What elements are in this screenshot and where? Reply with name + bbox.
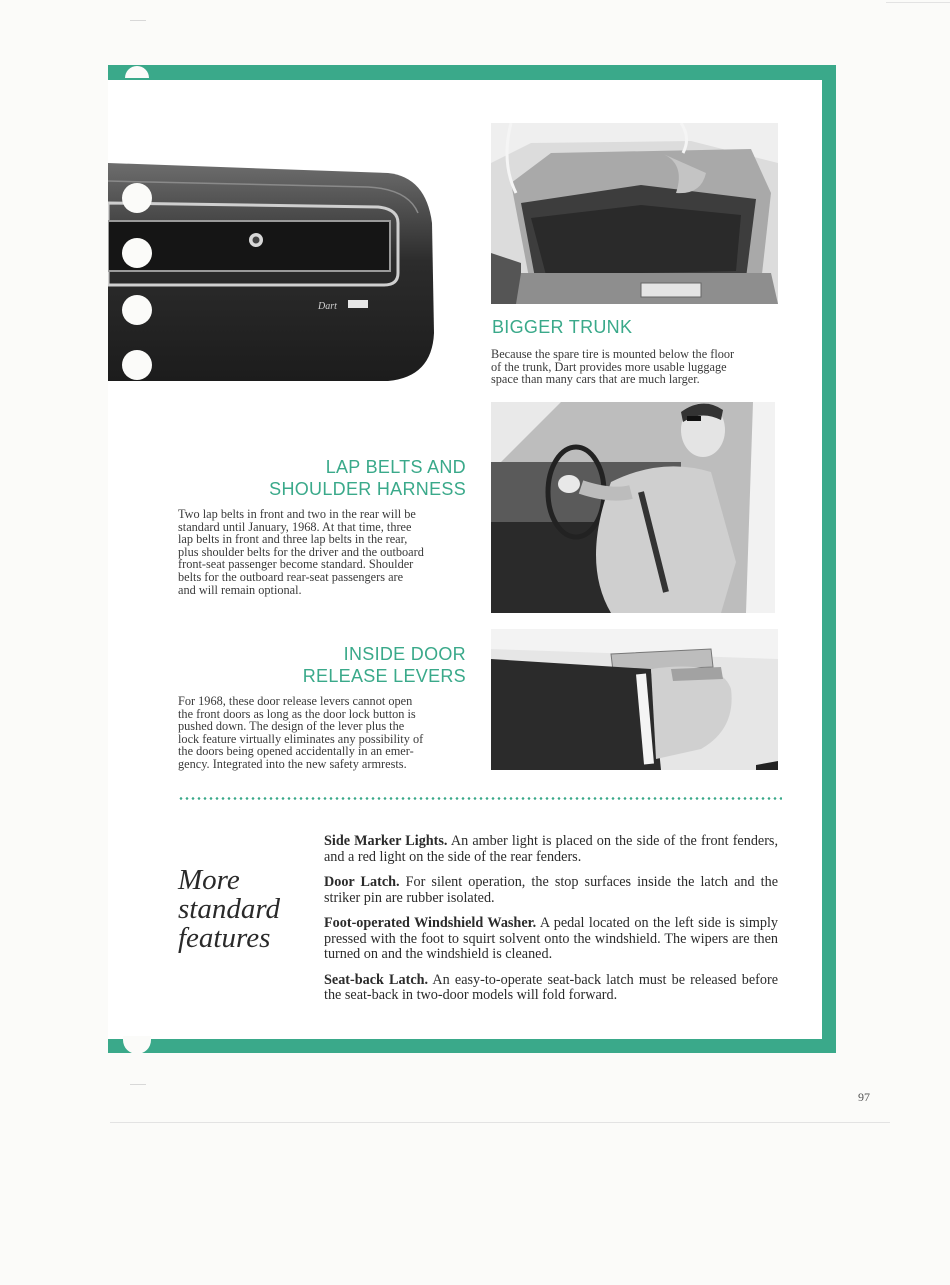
feature-title: Seat-back Latch. (324, 971, 429, 988)
trunk-description (491, 348, 778, 386)
dart-badge: Dart (318, 301, 337, 312)
binder-hole (122, 238, 152, 268)
door-line: gency. Integrated into the new safety armrests. (178, 756, 407, 771)
binder-hole (122, 183, 152, 213)
page-number: 97 (858, 1090, 870, 1104)
belts-heading-line: LAP BELTS AND (325, 457, 466, 477)
feature-title: Door Latch. (324, 874, 400, 890)
trunk-illustration (491, 123, 778, 304)
feature-text: An easy-to-operate seat-back latch must be released before the seat-back in two-door models will fold forward. (324, 971, 778, 1003)
feature-text: A pedal located on the left side is simply pressed with the foot to squirt solvent onto the windshield. The wipers are then turned on and the windshield is cleaned. (324, 915, 778, 962)
feature-item (324, 973, 778, 1004)
more-title-line: features (178, 922, 271, 954)
binder-hole (122, 295, 152, 325)
door-heading (178, 643, 466, 687)
feature-item (324, 834, 778, 865)
belts-line: lap belts in front and three lap belts in the rear, (178, 532, 408, 547)
feature-item (324, 916, 778, 963)
feature-text: For silent operation, the stop surfaces inside the latch and the striker pin are rubber isolated. (324, 874, 778, 906)
feature-text: An amber light is placed on the side of the front fenders, and a red light on the side of the rear fenders. (324, 833, 779, 865)
scan-rule-top (886, 2, 950, 3)
door-line: the doors being opened accidentally in an emer- (178, 744, 414, 759)
door-lever-photo (491, 629, 778, 770)
trunk-line: Because the spare tire is mounted below the floor (491, 347, 735, 361)
binder-hole (122, 350, 152, 380)
more-title-line: standard (178, 893, 281, 925)
door-line: For 1968, these door release levers cannot open (178, 694, 413, 708)
belts-line: standard until January, 1968. At that time, three (178, 519, 412, 534)
feature-title: Side Marker Lights. (324, 833, 448, 849)
door-line: pushed down. The design of the lever plus the (178, 719, 405, 734)
trunk-line: of the trunk, Dart provides more usable luggage (491, 359, 727, 374)
trunk-photo (491, 123, 778, 304)
feature-item (324, 875, 778, 906)
belts-heading-line: SHOULDER HARNESS (269, 479, 466, 499)
trunk-line: space than many cars that are much larger. (491, 372, 700, 387)
binder-tick (130, 1084, 146, 1085)
driver-illustration (491, 402, 775, 613)
features-list (324, 834, 778, 1014)
belts-description (178, 508, 466, 596)
dotted-divider (178, 797, 782, 800)
door-line: the front doors as long as the door lock button is (178, 706, 416, 721)
belts-heading (178, 456, 466, 500)
door-description (178, 695, 466, 771)
glovebox-photo (108, 163, 434, 381)
belts-line: and will remain optional. (178, 582, 302, 597)
belts-line: Two lap belts in front and two in the rear will be (178, 507, 416, 521)
driver-belt-photo (491, 402, 775, 613)
binder-tick (130, 20, 146, 21)
door-lever-illustration (491, 629, 778, 770)
more-title-line: More (178, 864, 240, 896)
door-line: lock feature virtually eliminates any possibility of (178, 731, 424, 746)
belts-line: belts for the outboard rear-seat passengers are (178, 569, 404, 584)
door-heading-line: RELEASE LEVERS (302, 666, 466, 686)
door-heading-line: INSIDE DOOR (343, 644, 466, 664)
more-features-title (178, 866, 280, 953)
scan-rule-bottom (110, 1122, 890, 1123)
belts-line: front-seat passenger become standard. Shoulder (178, 557, 414, 572)
trunk-heading: BIGGER TRUNK (492, 317, 633, 337)
feature-title: Foot-operated Windshield Washer. (324, 915, 537, 931)
belts-line: plus shoulder belts for the driver and the outboard (178, 544, 424, 559)
glovebox-illustration (108, 163, 434, 381)
